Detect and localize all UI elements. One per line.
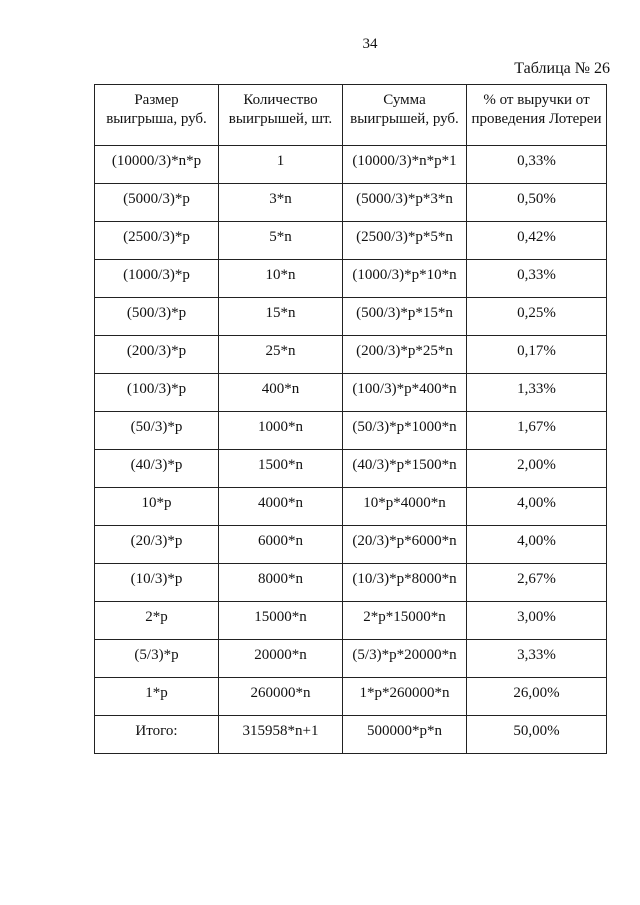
table-header-row — [95, 85, 607, 146]
cell-prize-size: (20/3)*p — [95, 526, 219, 564]
cell-revenue-percent: 0,50% — [467, 184, 607, 222]
cell-prize-sum: (2500/3)*p*5*n — [343, 222, 467, 260]
cell-prize-count: 6000*n — [219, 526, 343, 564]
cell-revenue-percent: 4,00% — [467, 488, 607, 526]
cell-prize-size: 2*p — [95, 602, 219, 640]
cell-revenue-percent: 0,25% — [467, 298, 607, 336]
cell-prize-count: 1500*n — [219, 450, 343, 488]
cell-prize-sum: (500/3)*p*15*n — [343, 298, 467, 336]
page-number: 34 — [362, 36, 378, 52]
cell-prize-count: 5*n — [219, 222, 343, 260]
cell-prize-size: (200/3)*p — [95, 336, 219, 374]
table-row — [95, 412, 607, 450]
cell-prize-size: (1000/3)*p — [95, 260, 219, 298]
table-row — [95, 222, 607, 260]
header-line: выигрыша, руб. — [106, 111, 207, 127]
cell-revenue-percent: 2,67% — [467, 564, 607, 602]
cell-prize-size: (500/3)*p — [95, 298, 219, 336]
header-line: Сумма — [383, 92, 426, 108]
cell-prize-sum: (20/3)*p*6000*n — [343, 526, 467, 564]
header-line: проведения Лотереи — [471, 111, 602, 127]
cell-prize-count: 25*n — [219, 336, 343, 374]
table-total-row — [95, 716, 607, 754]
header-line: % от выручки от — [483, 92, 590, 108]
cell-prize-size: (5000/3)*p — [95, 184, 219, 222]
header-line: Размер — [134, 92, 179, 108]
cell-prize-count: 1000*n — [219, 412, 343, 450]
cell-prize-size: (10/3)*p — [95, 564, 219, 602]
cell-prize-sum: 1*p*260000*n — [343, 678, 467, 716]
header-line: выигрышей, шт. — [228, 111, 333, 127]
cell-prize-count: 20000*n — [219, 640, 343, 678]
cell-prize-count: 1 — [219, 146, 343, 184]
cell-prize-size: (100/3)*p — [95, 374, 219, 412]
header-prize-sum — [343, 85, 467, 146]
table-row — [95, 184, 607, 222]
header-line: выигрышей, руб. — [350, 111, 459, 127]
table-row — [95, 526, 607, 564]
cell-prize-count: 400*n — [219, 374, 343, 412]
table-caption: Таблица № 26 — [514, 60, 610, 77]
table-row — [95, 602, 607, 640]
cell-prize-sum: 2*p*15000*n — [343, 602, 467, 640]
cell-prize-sum: (1000/3)*p*10*n — [343, 260, 467, 298]
cell-prize-sum: 10*p*4000*n — [343, 488, 467, 526]
cell-revenue-percent: 0,33% — [467, 260, 607, 298]
header-prize-count — [219, 85, 343, 146]
header-prize-size — [95, 85, 219, 146]
cell-revenue-percent: 0,17% — [467, 336, 607, 374]
cell-revenue-percent: 50,00% — [467, 716, 607, 754]
table-row — [95, 298, 607, 336]
cell-prize-size: (40/3)*p — [95, 450, 219, 488]
table-row — [95, 336, 607, 374]
cell-prize-sum: (10/3)*p*8000*n — [343, 564, 467, 602]
cell-prize-sum: (10000/3)*n*p*1 — [343, 146, 467, 184]
cell-revenue-percent: 4,00% — [467, 526, 607, 564]
table-row — [95, 374, 607, 412]
table-row — [95, 450, 607, 488]
cell-prize-sum: (40/3)*p*1500*n — [343, 450, 467, 488]
cell-revenue-percent: 0,42% — [467, 222, 607, 260]
cell-prize-size: Итого: — [95, 716, 219, 754]
cell-prize-sum: (5/3)*p*20000*n — [343, 640, 467, 678]
table-row — [95, 564, 607, 602]
cell-prize-count: 15000*n — [219, 602, 343, 640]
cell-prize-count: 8000*n — [219, 564, 343, 602]
table-row — [95, 488, 607, 526]
cell-prize-sum: (5000/3)*p*3*n — [343, 184, 467, 222]
cell-prize-count: 4000*n — [219, 488, 343, 526]
cell-prize-size: (2500/3)*p — [95, 222, 219, 260]
cell-prize-count: 260000*n — [219, 678, 343, 716]
cell-prize-sum: 500000*p*n — [343, 716, 467, 754]
table-row — [95, 640, 607, 678]
cell-prize-sum: (100/3)*p*400*n — [343, 374, 467, 412]
cell-revenue-percent: 2,00% — [467, 450, 607, 488]
cell-prize-count: 3*n — [219, 184, 343, 222]
cell-revenue-percent: 26,00% — [467, 678, 607, 716]
header-revenue-percent — [467, 85, 607, 146]
table-row — [95, 678, 607, 716]
cell-prize-size: (50/3)*p — [95, 412, 219, 450]
cell-prize-size: 10*p — [95, 488, 219, 526]
cell-prize-size: (10000/3)*n*p — [95, 146, 219, 184]
table-row — [95, 260, 607, 298]
prize-table — [94, 84, 607, 754]
cell-revenue-percent: 1,67% — [467, 412, 607, 450]
cell-revenue-percent: 0,33% — [467, 146, 607, 184]
cell-prize-size: 1*p — [95, 678, 219, 716]
cell-prize-sum: (200/3)*p*25*n — [343, 336, 467, 374]
cell-revenue-percent: 3,33% — [467, 640, 607, 678]
cell-prize-count: 10*n — [219, 260, 343, 298]
cell-revenue-percent: 3,00% — [467, 602, 607, 640]
cell-prize-size: (5/3)*p — [95, 640, 219, 678]
header-line: Количество — [243, 92, 318, 108]
cell-prize-count: 15*n — [219, 298, 343, 336]
cell-prize-count: 315958*n+1 — [219, 716, 343, 754]
cell-revenue-percent: 1,33% — [467, 374, 607, 412]
table-row — [95, 146, 607, 184]
cell-prize-sum: (50/3)*p*1000*n — [343, 412, 467, 450]
